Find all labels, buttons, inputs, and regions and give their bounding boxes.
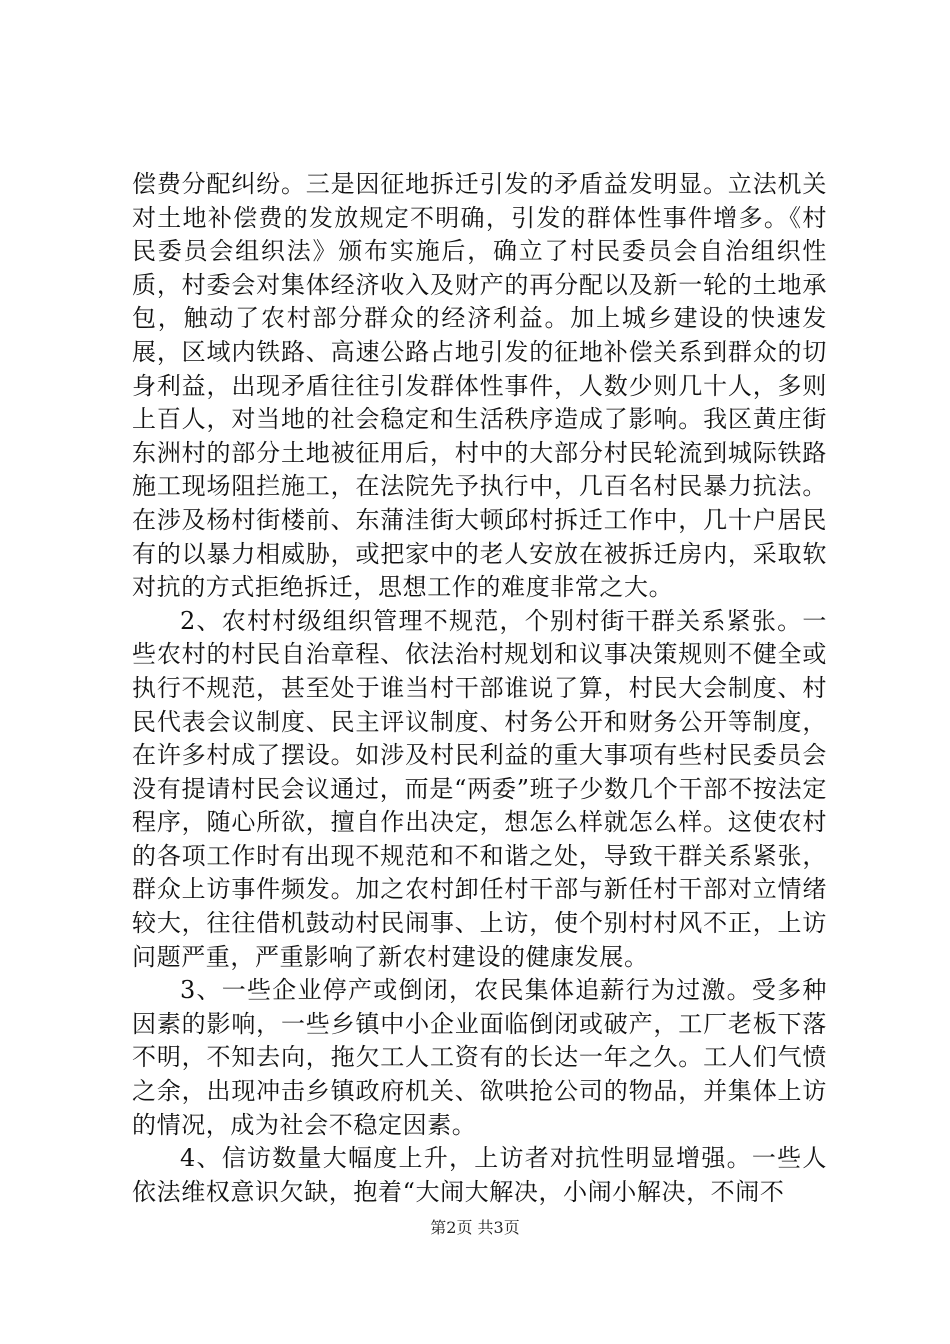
page-number-footer: 第2页 共3页: [430, 1218, 520, 1237]
paragraph-item-3: 3、一些企业停产或倒闭，农民集体追薪行为过激。受多种因素的影响，一些乡镇中小企业面临倒闭或破产，工厂老板下落不明，不知去向，拖欠工人工资有的长达一年之久。工人们气愤之余，出现冲击乡镇政府机关、欲哄抢公司的物品，并集体上访的情况，成为社会不稳定因素。: [132, 976, 827, 1139]
document-body: [132, 168, 827, 1209]
paragraph-item-4: 4、信访数量大幅度上升，上访者对抗性明显增强。一些人依法维权意识欠缺，抱着“大闹大解决，小闹小解决，不闹不: [132, 1144, 827, 1206]
paragraph-continued: 偿费分配纠纷。三是因征地拆迁引发的矛盾益发明显。立法机关对土地补偿费的发放规定不明确，引发的群体性事件增多。《村民委员会组织法》颁布实施后，确立了村民委员会自治组织性质，村委会对集体经济收入及财产的再分配以及新一轮的土地承包，触动了农村部分群众的经济利益。加上城乡建设的快速发展，区域内铁路、高速公路占地引发的征地补偿关系到群众的切身利益，出现矛盾往往引发群体性事件，人数少则几十人，多则上百人，对当地的社会稳定和生活秩序造成了影响。我区黄庄街东洲村的部分土地被征用后，村中的大部分村民轮流到城际铁路施工现场阻拦施工，在法院先予执行中，几百名村民暴力抗法。在涉及杨村街楼前、东蒲洼街大顿邱村拆迁工作中，几十户居民有的以暴力相威胁，或把家中的老人安放在被拆迁房内，采取软对抗的方式拒绝拆迁，思想工作的难度非常之大。: [132, 170, 827, 602]
paragraph-item-2: 2、农村村级组织管理不规范，个别村街干群关系紧张。一些农村的村民自治章程、依法治村规划和议事决策规则不健全或执行不规范，甚至处于谁当村干部谁说了算，村民大会制度、村民代表会议制度、民主评议制度、村务公开和财务公开等制度，在许多村成了摆设。如涉及村民利益的重大事项有些村民委员会没有提请村民会议通过，而是“两委”班子少数几个干部不按法定程序，随心所欲，擅自作出决定，想怎么样就怎么样。这使农村的各项工作时有出现不规范和不和谐之处，导致干群关系紧张，群众上访事件频发。加之农村卸任村干部与新任村干部对立情绪较大，往往借机鼓动村民闹事、上访，使个别村村风不正，上访问题严重，严重影响了新农村建设的健康发展。: [132, 606, 827, 971]
